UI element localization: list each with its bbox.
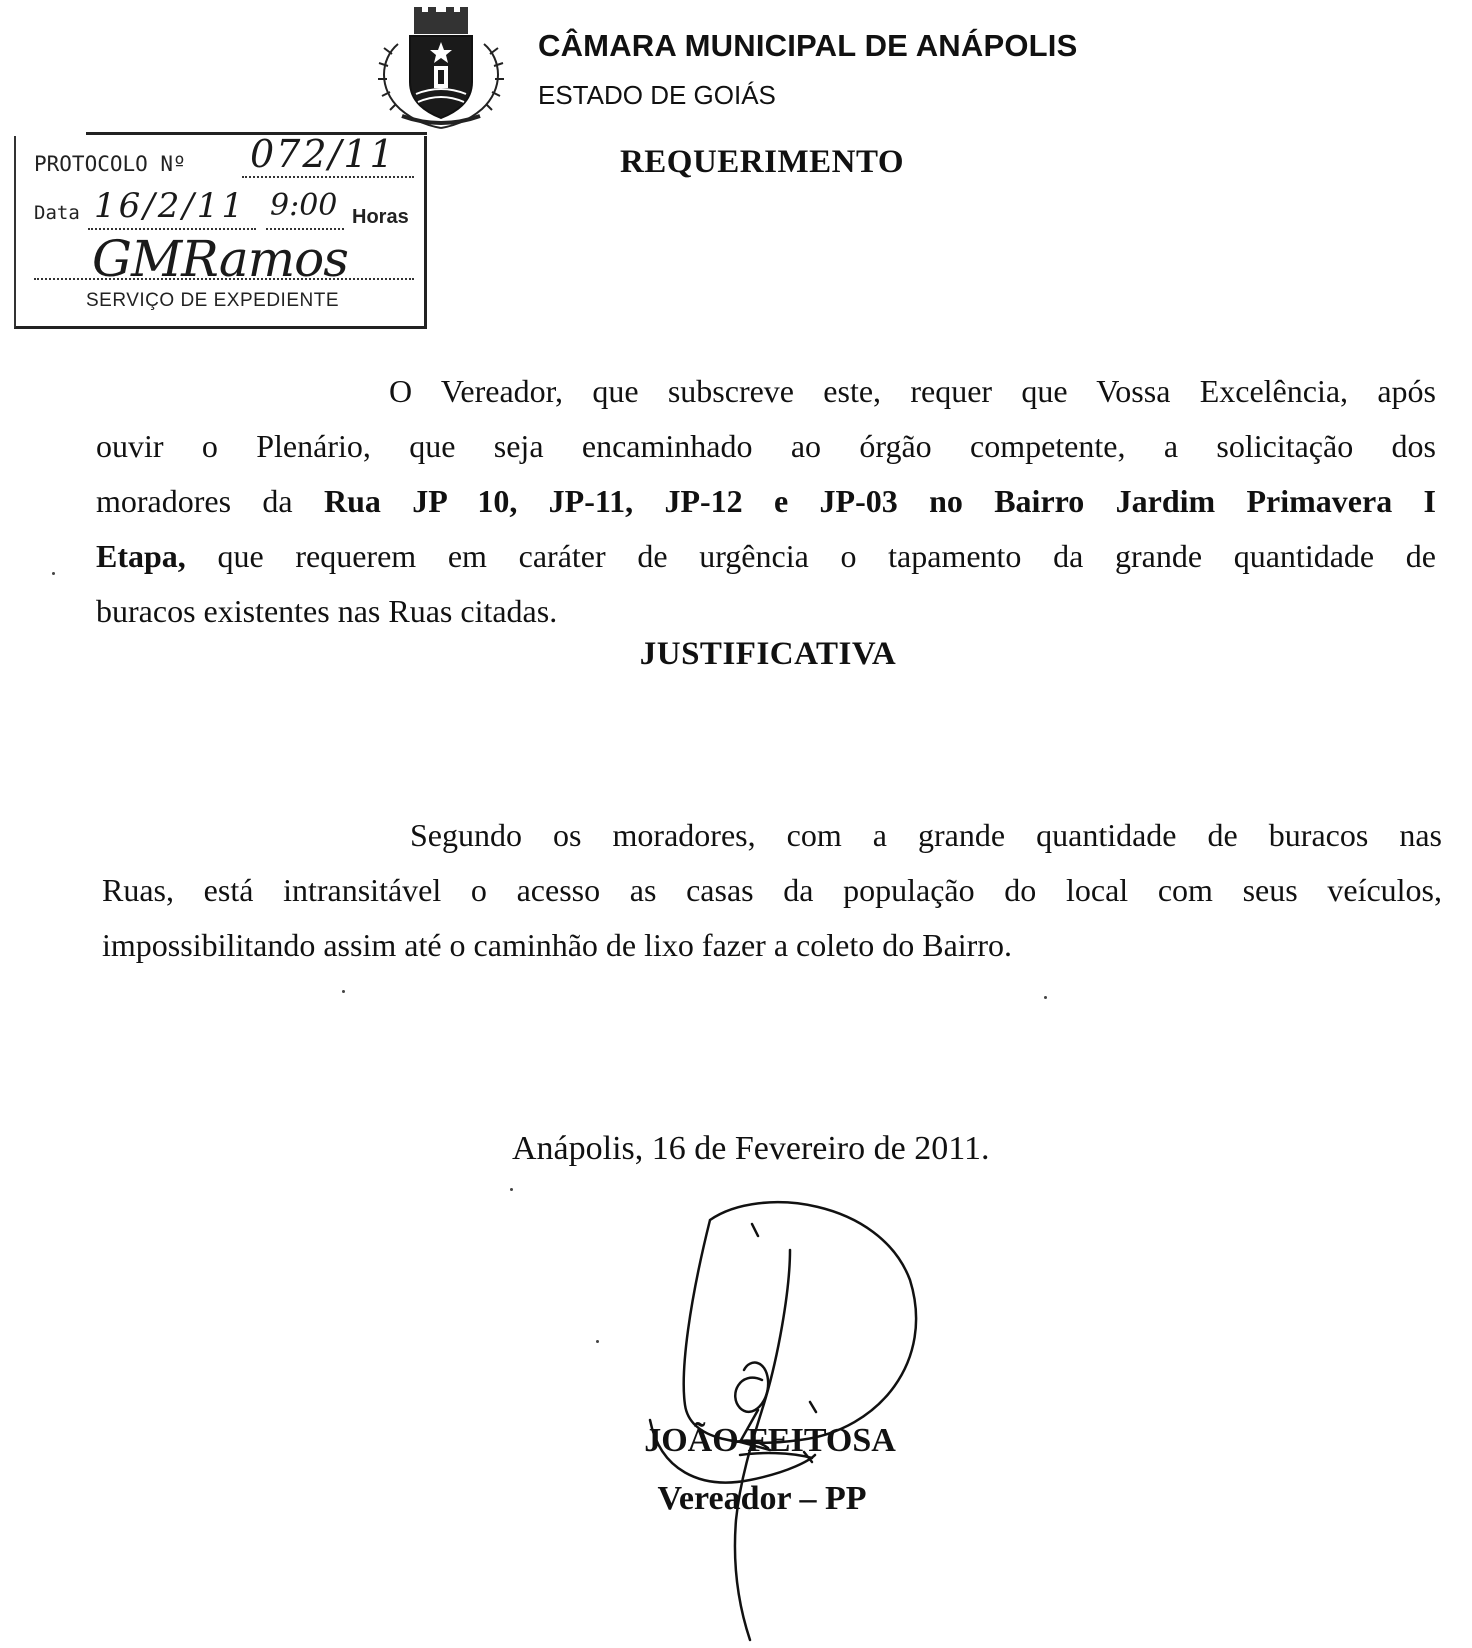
scan-speck bbox=[52, 572, 55, 575]
request-line: ouvir o Plenário, que seja encaminhado ao órgão competente, a solicitação dos bbox=[96, 428, 1436, 464]
justification-line: impossibilitando assim até o caminhão de lixo fazer a coleto do Bairro. bbox=[102, 927, 1012, 963]
scan-speck bbox=[596, 1340, 599, 1343]
request-text: que requerem em caráter de urgência o tapamento da grande quantidade de bbox=[185, 538, 1436, 574]
protocol-dotted-line bbox=[242, 176, 414, 178]
request-line: O Vereador, que subscreve este, requer que Vossa Excelência, após bbox=[389, 373, 1436, 409]
date-value: 16/2/11 bbox=[94, 186, 247, 226]
justification-line: Ruas, está intransitável o acesso as casas da população do local com seus veículos, bbox=[102, 872, 1442, 908]
request-line: buracos existentes nas Ruas citadas. bbox=[96, 593, 558, 629]
request-paragraph bbox=[96, 364, 1436, 639]
protocol-stamp bbox=[14, 130, 438, 340]
council-name: CÂMARA MUNICIPAL DE ANÁPOLIS bbox=[538, 28, 1078, 63]
signer-name: JOÃO FEITOSA bbox=[644, 1422, 896, 1459]
hours-label: Horas bbox=[352, 206, 409, 228]
protocol-number: 072/11 bbox=[250, 132, 396, 176]
request-line bbox=[96, 529, 1436, 584]
street-list: Rua JP 10, JP-11, JP-12 e JP-03 no Bairro Jardim Primavera I bbox=[323, 483, 1437, 519]
justification-paragraph bbox=[102, 808, 1442, 973]
scan-speck bbox=[510, 1188, 513, 1191]
stamp-signature: GMRamos bbox=[92, 230, 348, 288]
protocol-label: PROTOCOLO Nº bbox=[34, 152, 186, 176]
signer-role: Vereador – PP bbox=[657, 1480, 867, 1517]
time-value: 9:00 bbox=[270, 188, 338, 223]
justification-title: JUSTIFICATIVA bbox=[639, 636, 897, 672]
date-label: Data bbox=[34, 202, 80, 224]
scan-speck bbox=[342, 990, 345, 993]
request-line bbox=[96, 474, 1436, 529]
signature-dotted-line bbox=[34, 278, 414, 280]
state-name: ESTADO DE GOIÁS bbox=[538, 80, 776, 110]
scan-speck bbox=[1044, 996, 1047, 999]
coat-of-arms-icon bbox=[370, 4, 512, 134]
neighborhood-stage: Etapa, bbox=[96, 538, 186, 574]
handwritten-signature-icon bbox=[640, 1180, 940, 1648]
justification-line: Segundo os moradores, com a grande quantidade de buracos nas bbox=[410, 817, 1442, 853]
request-text: moradores da bbox=[96, 483, 324, 519]
document-title: REQUERIMENTO bbox=[619, 144, 905, 180]
place-date: Anápolis, 16 de Fevereiro de 2011. bbox=[512, 1130, 990, 1167]
department-label: SERVIÇO DE EXPEDIENTE bbox=[86, 290, 339, 311]
